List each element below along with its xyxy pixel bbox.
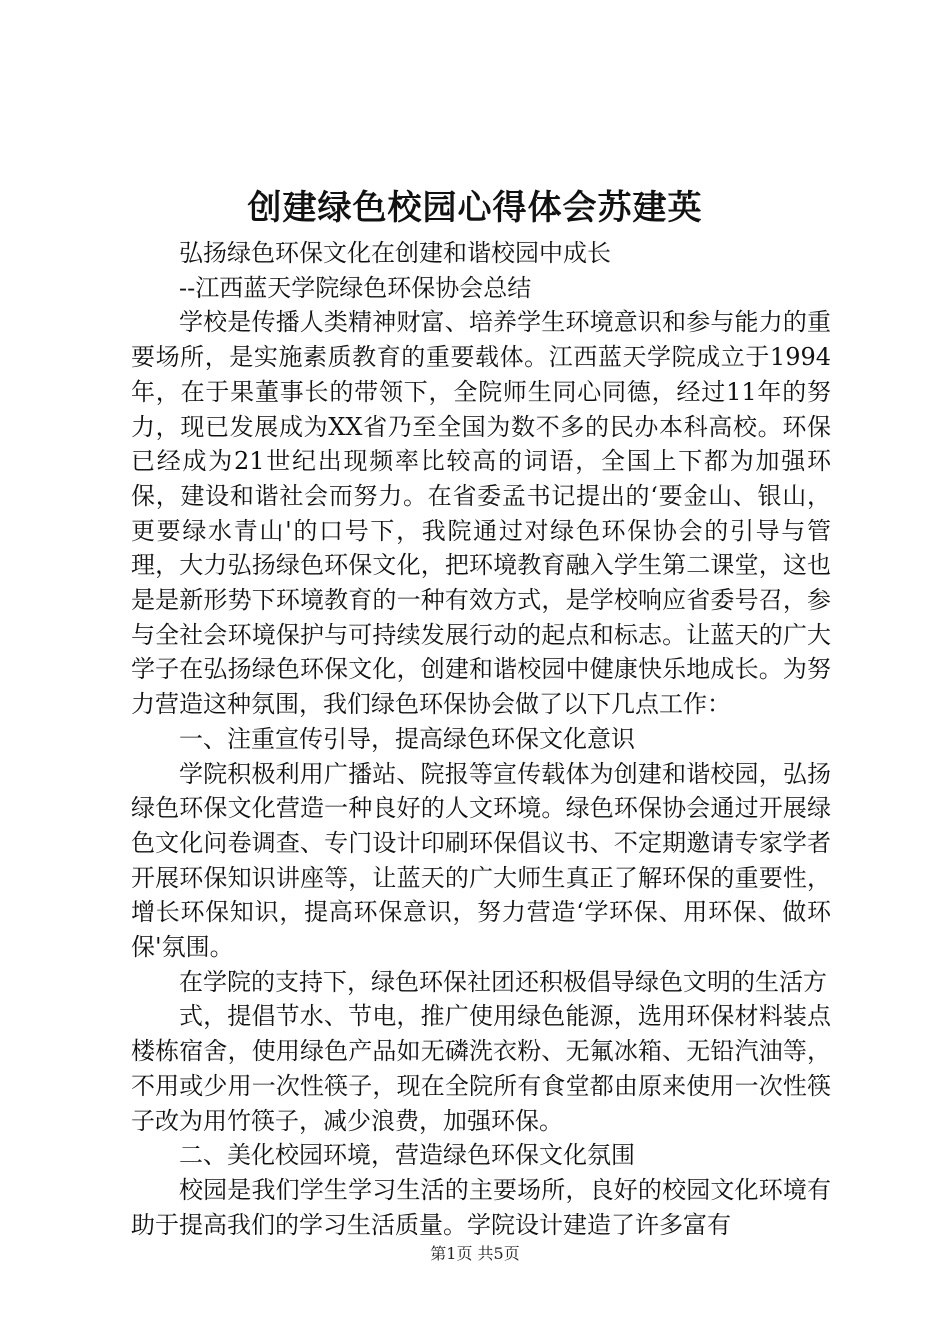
section-heading: 二、美化校园环境，营造绿色环保文化氛围 (179, 1141, 635, 1170)
body-paragraph: 学院积极利用广播站、院报等宣传载体为创建和谐校园，弘扬绿色环保文化营造一种良好的人文环境。绿色环保协会通过开展绿色文化问卷调查、专门设计印刷环保倡议书、不定期邀请专家学者开展环保知识讲座等，让蓝天的广大师生真正了解环保的重要性，增长环保知识，提高环保意识，努力营造‘学环保、用环保、做环保'氛围。 (131, 759, 831, 962)
body-paragraph: 校园是我们学生学习生活的主要场所，良好的校园文化环境有助于提高我们的学习生活质量。学院设计建造了许多富有 (131, 1175, 831, 1239)
subtitle-line: 弘扬绿色环保文化在创建和谐校园中成长 (179, 239, 611, 267)
page-number-footer: 第1页 共5页 (430, 1244, 520, 1263)
document-body (131, 236, 831, 1242)
section-heading: 一、注重宣传引导，提高绿色环保文化意识 (179, 724, 635, 753)
body-paragraph: 学校是传播人类精神财富、培养学生环境意识和参与能力的重要场所，是实施素质教育的重要载体。江西蓝天学院成立于1994年，在于果董事长的带领下，全院师生同心同德，经过11年的努力，现已发展成为XX省乃至全国为数不多的民办本科高校。环保已经成为21世纪出现频率比较高的词语，全国上下都为加强环保，建设和谐社会而努力。在省委孟书记提出的‘要金山、银山，更要绿水青山'的口号下，我院通过对绿色环保协会的引导与管理，大力弘扬绿色环保文化，把环境教育融入学生第二课堂，这也是是新形势下环境教育的一种有效方式，是学校响应省委号召，参与全社会环境保护与可持续发展行动的起点和标志。让蓝天的广大学子在弘扬绿色环保文化，创建和谐校园中健康快乐地成长。为努力营造这种氛围，我们绿色环保协会做了以下几点工作： (131, 308, 831, 719)
body-paragraph: 在学院的支持下，绿色环保社团还积极倡导绿色文明的生活方 (179, 967, 827, 996)
subtitle-source-line: --江西蓝天学院绿色环保协会总结 (179, 273, 532, 302)
body-paragraph: 式，提倡节水、节电，推广使用绿色能源，选用环保材料装点楼栋宿舍，使用绿色产品如无磷洗衣粉、无氟冰箱、无铅汽油等，不用或少用一次性筷子，现在全院所有食堂都由原来使用一次性筷子改为用竹筷子，减少浪费，加强环保。 (131, 1002, 831, 1135)
document-title: 创建绿色校园心得体会苏建英 (247, 188, 703, 228)
